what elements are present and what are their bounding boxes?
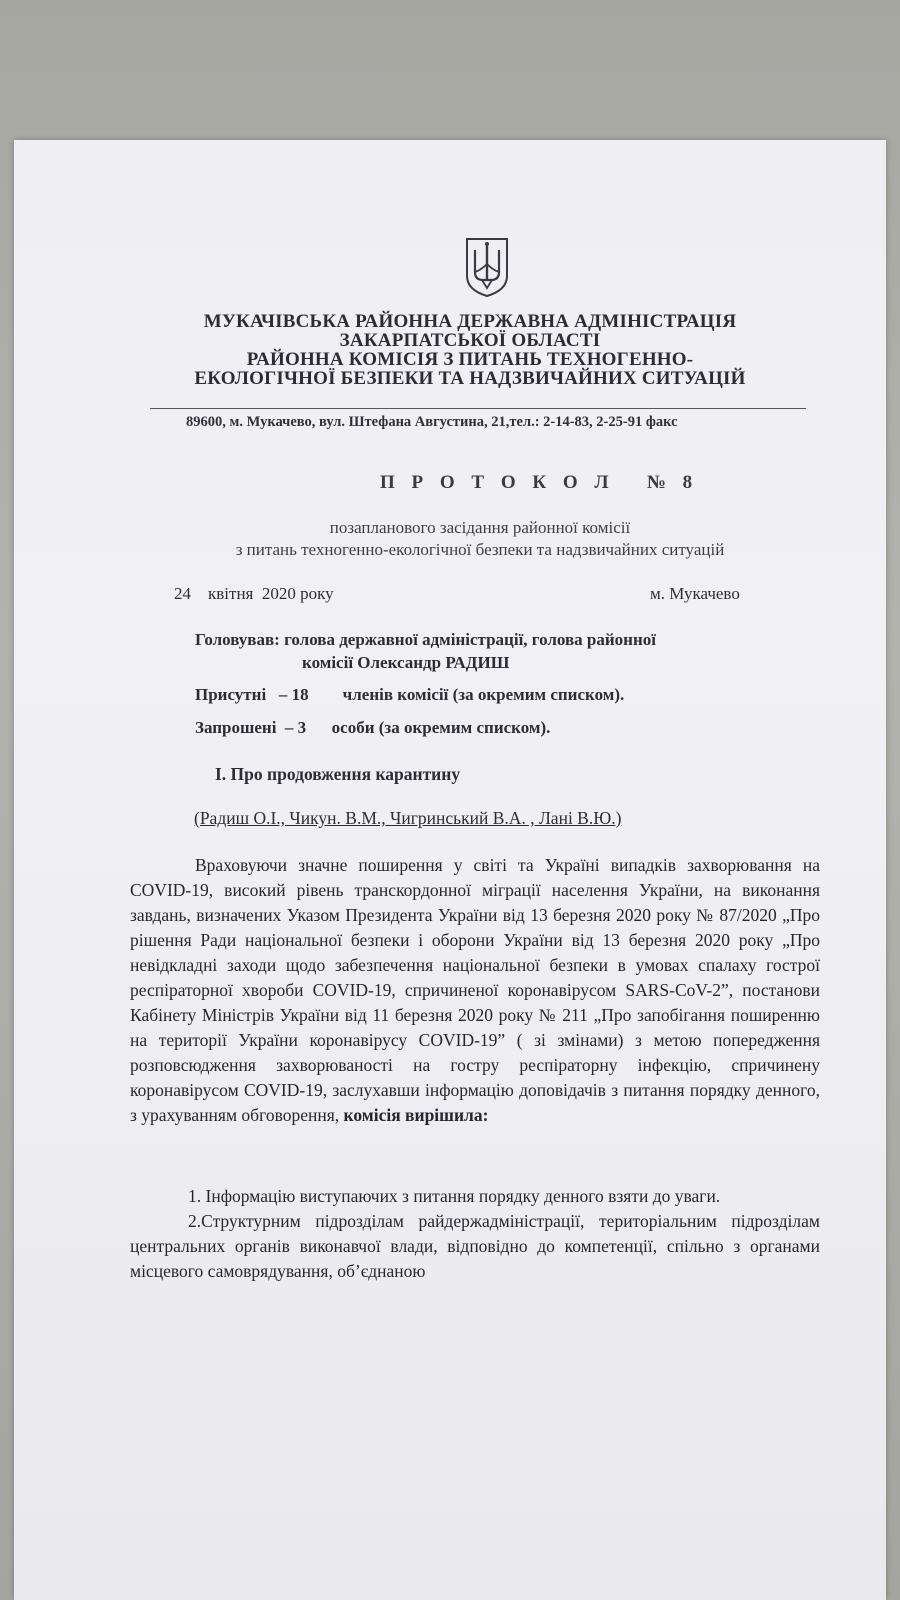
chair-line-2: комісії Олександр РАДИШ bbox=[302, 653, 510, 672]
decision-item-2: 2.Структурним підрозділам райдержадміністрації, територіальним підрозділам центральних органів виконавчої влади, відповідно до компетенції, спільно з органами місцевого самоврядування, об’єднаною bbox=[130, 1211, 820, 1281]
decision-phrase: комісія вирішила: bbox=[343, 1105, 489, 1125]
header-line-3: РАЙОННА КОМІСІЯ З ПИТАНЬ ТЕХНОГЕННО- bbox=[246, 349, 694, 370]
issuer-header bbox=[150, 312, 790, 388]
header-divider bbox=[150, 408, 806, 409]
protocol-date: 24 квітня 2020 року bbox=[174, 584, 334, 603]
decision-list bbox=[130, 1184, 820, 1284]
header-address: 89600, м. Мукачево, вул. Штефана Августина, 21,тел.: 2-14-83, 2-25-91 факс bbox=[186, 414, 678, 430]
header-line-1: МУКАЧІВСЬКА РАЙОННА ДЕРЖАВНА АДМІНІСТРАЦІЯ bbox=[203, 311, 737, 332]
protocol-subtitle-1: позапланового засідання районної комісії bbox=[329, 518, 631, 537]
invited-count: Запрошені – 3 особи (за окремим списком). bbox=[195, 718, 551, 737]
main-paragraph-block bbox=[130, 853, 820, 1128]
present-count: Присутні – 18 членів комісії (за окремим списком). bbox=[195, 685, 625, 704]
protocol-title: П Р О Т О К О Л № 8 bbox=[380, 472, 699, 493]
main-paragraph-text: Враховуючи значне поширення у світі та Україні випадків захворювання на COVID-19, високий рівень транскордонної міграції населення України, на виконання завдань, визначених Указом Президента України від 13 березня 2020 року № 87/2020 „Про рішення Ради національної безпеки і оборони України від 13 березня 2020 року „Про невідкладні заходи щодо забезпечення національної безпеки в умовах спалаху гострої респіраторної хвороби COVID-19, спричиненої коронавірусом SARS-CoV-2”, постанови Кабінету Міністрів України від 11 березня 2020 року № 211 „Про запобігання поширенню на території України коронавірусу COVID-19” ( зі змінами) з метою попередження розповсюдження захворюваності на гостру респіраторну інфекцію, спричинену коронавірусом COVID-19, заслухавши інформацію доповідачів з питання порядку денного, з урахуванням обговорення, bbox=[130, 855, 820, 1125]
header-line-2: ЗАКАРПАТСЬКОЇ ОБЛАСТІ bbox=[339, 330, 601, 351]
protocol-city: м. Мукачево bbox=[650, 584, 740, 603]
protocol-subtitle-2: з питань техногенно-екологічної безпеки та надзвичайних ситуацій bbox=[235, 540, 725, 559]
agenda-speakers: (Радиш О.І., Чикун. В.М., Чигринський В.А. , Лані В.Ю.) bbox=[194, 808, 622, 828]
decision-item-1: 1. Інформацію виступаючих з питання порядку денного взяти до уваги. bbox=[188, 1186, 721, 1206]
coat-of-arms-icon bbox=[464, 236, 510, 298]
header-line-4: ЕКОЛОГІЧНОЇ БЕЗПЕКИ ТА НАДЗВИЧАЙНИХ СИТУАЦІЙ bbox=[194, 368, 746, 389]
main-paragraph bbox=[130, 853, 820, 1128]
agenda-section-title: І. Про продовження карантину bbox=[215, 764, 461, 784]
chair-line-1: Головував: голова державної адміністрації, голова районної bbox=[195, 630, 656, 649]
